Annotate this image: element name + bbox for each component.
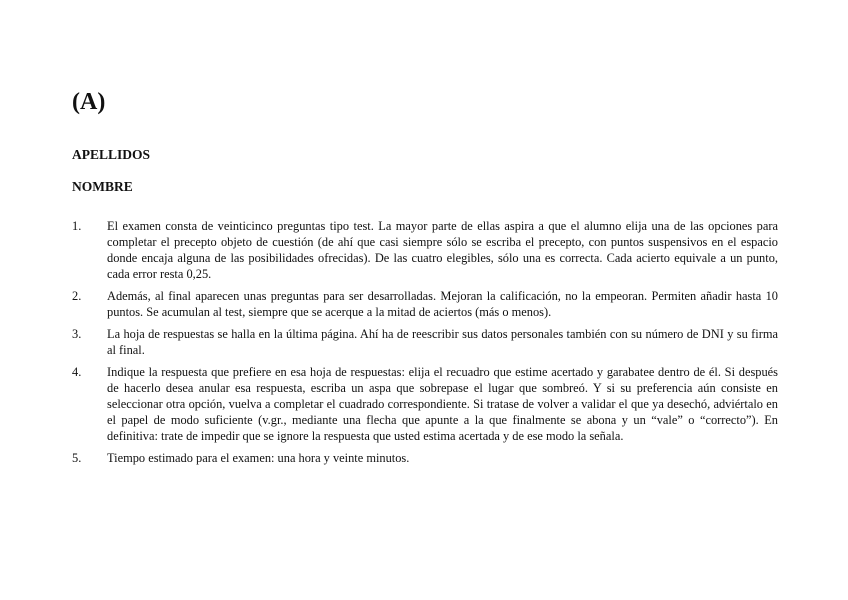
- instruction-number: 1.: [72, 219, 82, 233]
- instruction-text: La hoja de respuestas se halla en la última página. Ahí ha de reescribir sus datos personales también con su número de DNI y su firma al final.: [107, 327, 778, 357]
- instruction-item: [72, 364, 778, 444]
- instruction-number: 2.: [72, 289, 82, 303]
- instruction-text: El examen consta de veinticinco preguntas tipo test. La mayor parte de ellas aspira a que el alumno elija una de las opciones para completar el precepto objeto de cuestión (de ahí que casi siempre sólo se escriba el precepto, con puntos suspensivos en el espacio donde encaja alguna de las posibilidades ofrecidas). De las cuatro elegibles, sólo una es correcta. Cada acierto equivale a un punto, cada error resta 0,25.: [107, 219, 778, 281]
- instruction-item: [72, 218, 778, 282]
- instruction-item: [72, 288, 778, 320]
- instructions-list: [72, 218, 778, 472]
- instruction-number: 3.: [72, 327, 82, 341]
- name-label: NOMBRE: [72, 179, 133, 194]
- instruction-text: Además, al final aparecen unas preguntas para ser desarrolladas. Mejoran la calificación, no la empeoran. Permiten añadir hasta 10 puntos. Se acumulan al test, siempre que se acerque a la mitad de aciertos (más o menos).: [107, 289, 778, 319]
- instruction-number: 4.: [72, 365, 82, 379]
- instruction-item: [72, 450, 778, 466]
- instruction-item: [72, 326, 778, 358]
- surname-label: APELLIDOS: [72, 147, 151, 162]
- instruction-text: Indique la respuesta que prefiere en esa hoja de respuestas: elija el recuadro que estime acertado y garabatee dentro de él. Si después de hacerlo desea anular esa respuesta, escriba un aspa que sobrepase el lugar que sombreó. Y si su preferencia aún consiste en seleccionar otra opción, vuelva a completar el cuadrado correspondiente. Si tratase de volver a validar el que ya desechó, adviértalo en el papel de modo suficiente (v.gr., mediante una flecha que apunte a la que finalmente se abona y un “vale” o “correcto”). En definitiva: trate de impedir que se ignore la respuesta que usted estima acertada y de ese modo la señala.: [107, 365, 778, 443]
- instruction-text: Tiempo estimado para el examen: una hora y veinte minutos.: [107, 451, 410, 465]
- instruction-number: 5.: [72, 451, 82, 465]
- exam-variant: (A): [72, 89, 106, 115]
